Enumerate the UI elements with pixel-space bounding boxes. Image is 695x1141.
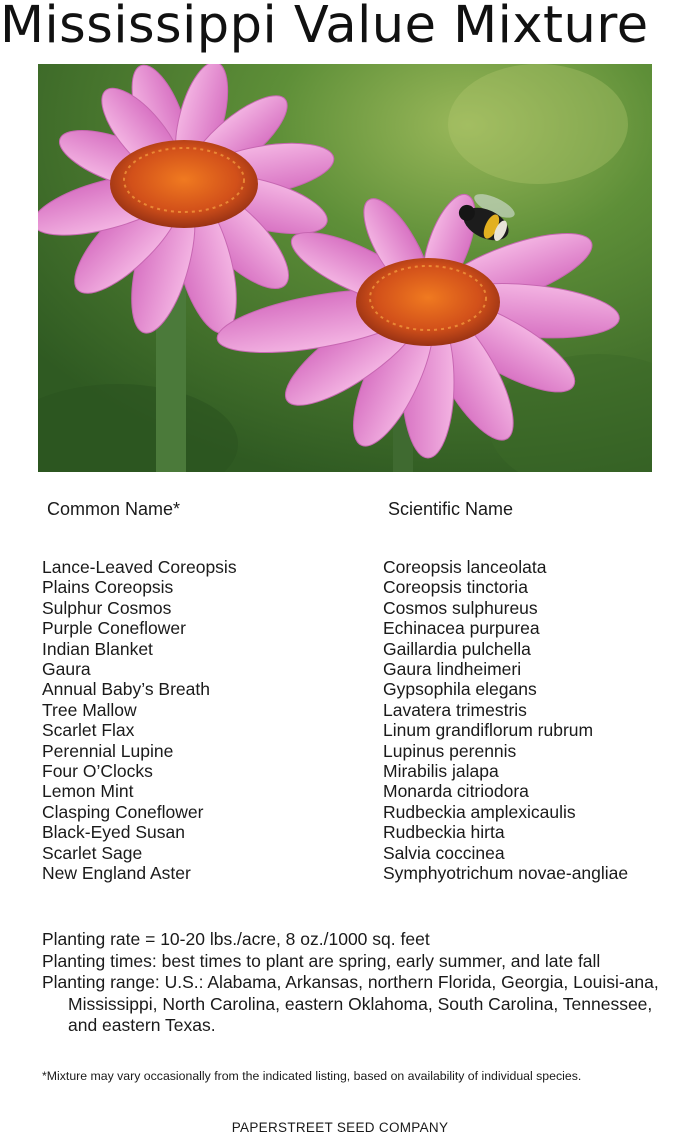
list-item: Rudbeckia amplexicaulis <box>383 801 576 822</box>
list-item: Tree Mallow <box>42 699 137 720</box>
list-item: Monarda citriodora <box>383 781 529 802</box>
list-item: Lance-Leaved Coreopsis <box>42 557 237 577</box>
list-item: Annual Baby’s Breath <box>42 679 210 700</box>
list-item: Rudbeckia hirta <box>383 822 505 843</box>
list-item: Linum grandiflorum rubrum <box>383 720 594 741</box>
list-item: Scarlet Sage <box>42 842 143 863</box>
list-item: Lemon Mint <box>42 781 134 802</box>
planting-times: Planting times: best times to plant are spring, early summer, and late fall <box>42 950 601 971</box>
list-item: Perennial Lupine <box>42 740 174 761</box>
list-item: Cosmos sulphureus <box>383 597 538 618</box>
list-item: Coreopsis tinctoria <box>383 577 528 598</box>
list-item: Indian Blanket <box>42 638 153 659</box>
list-item: Purple Coneflower <box>42 618 186 639</box>
list-item: Symphyotrichum novae-angliae <box>383 863 629 884</box>
planting-rate: Planting rate = 10-20 lbs./acre, 8 oz./1000 sq. feet <box>42 929 430 949</box>
list-item: Gaura lindheimeri <box>383 659 522 680</box>
list-item: Plains Coreopsis <box>42 577 174 598</box>
common-name-list <box>42 557 237 884</box>
list-item: Lavatera trimestris <box>383 699 527 720</box>
scientific-name-header: Scientific Name <box>388 499 514 519</box>
list-item: Salvia coccinea <box>383 842 505 863</box>
common-name-header: Common Name* <box>47 499 181 519</box>
list-item: Black-Eyed Susan <box>42 822 185 843</box>
list-item: Echinacea purpurea <box>383 618 540 639</box>
planting-range: Planting range: U.S.: Alabama, Arkansas, northern Florida, Georgia, Louisi-ana, Mississippi, North Carolina, eastern Oklahoma, South Carolina, Tennessee, and eastern Texas. <box>42 972 659 1035</box>
list-item: Four O’Clocks <box>42 761 153 782</box>
list-item: Gaillardia pulchella <box>383 638 531 659</box>
footnote: *Mixture may vary occasionally from the indicated listing, based on availability of individual species. <box>42 1069 582 1083</box>
scientific-name-list <box>383 557 628 884</box>
list-item: Clasping Coneflower <box>42 801 204 822</box>
list-item: Sulphur Cosmos <box>42 597 172 618</box>
list-item: Scarlet Flax <box>42 720 135 741</box>
page-title: Mississippi Value Mixture <box>0 0 649 55</box>
list-item: Gypsophila elegans <box>383 679 537 700</box>
list-item: Lupinus perennis <box>383 740 517 761</box>
list-item: Coreopsis lanceolata <box>383 557 547 577</box>
list-item: Mirabilis jalapa <box>383 761 499 782</box>
list-item: Gaura <box>42 659 91 680</box>
list-item: New England Aster <box>42 863 191 884</box>
company-name: PAPERSTREET SEED COMPANY <box>231 1120 449 1135</box>
coneflower-photo <box>38 64 652 472</box>
planting-info <box>42 929 682 1037</box>
